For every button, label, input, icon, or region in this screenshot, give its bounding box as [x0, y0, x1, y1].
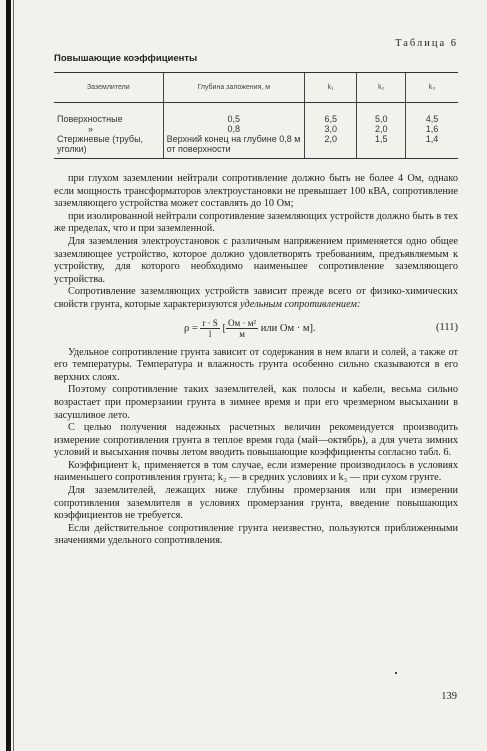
formula-rest: или Ом · м]. — [260, 322, 316, 334]
paragraph: С целью получения надежных расчетных величин рекомендуется производить измерение сопротивления грунта в теплое время года (май—октябрь), а для учета зимних условий и высыхания почвы летом вводить повышающие коэффициенты согласно табл. 6. — [54, 422, 458, 459]
formula-expression: ρ = $\frac{r \cdot S}{l}$ [ $\frac{\text{Ом · м²}}{м}$ или Ом · м]. — [184, 317, 316, 339]
formula-fraction — [200, 318, 220, 339]
table-row — [54, 103, 458, 125]
paragraph — [54, 286, 458, 311]
formula-numerator: r · S — [202, 317, 218, 328]
row-k2: 1,5 — [357, 134, 405, 159]
paragraph-text: Сопротивление заземляющих устройств зависит прежде всего от физико-химических свойств грунта, которые характеризуются — [54, 286, 458, 310]
formula-units-denominator: м — [239, 328, 245, 339]
header-k3: k₃ — [405, 73, 458, 103]
row-depth: Верхний конец на глубине 0,8 м от поверхности — [163, 134, 304, 159]
emphasis-text: удельным сопротивлением: — [239, 298, 361, 310]
page-number: 139 — [441, 691, 457, 702]
table-header-row — [54, 73, 458, 103]
paragraph: Для заземления электроустановок с различным напряжением применяется одно общее заземляющее устройство, которое должно удовлетворять требованиям, предъявляемым к устройству, для которого необходимо наименьшее сопротивление заземляющего устройства. — [54, 235, 458, 285]
row-k2: 5,0 — [357, 103, 405, 125]
book-page — [54, 38, 458, 548]
formula-111 — [54, 318, 458, 339]
row-k1: 2,0 — [304, 134, 357, 159]
paragraph: Если действительное сопротивление грунта неизвестно, пользуются приближенными значениями удельного сопротивления. — [54, 522, 458, 547]
book-binding-shadow — [13, 0, 14, 751]
formula-number: (111) — [436, 321, 458, 333]
header-depth: Глубина заложения, м — [163, 73, 304, 103]
print-speck — [395, 672, 397, 674]
row-k1: 3,0 — [304, 124, 357, 134]
book-binding-edge — [6, 0, 11, 751]
header-k2: k₂ — [357, 73, 405, 103]
table-row — [54, 124, 458, 134]
table-row — [54, 134, 458, 159]
header-k1: k₁ — [304, 73, 357, 103]
paragraph: Коэффициент k₁ применяется в том случае, если измерение производилось в условиях наименьшего сопротивления грунта; k₂ — в средних условиях и k₃ — при сухом грунте. — [54, 459, 458, 484]
row-k3: 1,6 — [405, 124, 458, 134]
paragraph: Поэтому сопротивление таких заземлителей, как полосы и кабели, весьма сильно возрастает при промерзании грунта в зимнее время и при его чрезмерном высыхании в засушливое лето. — [54, 384, 458, 421]
row-k3: 4,5 — [405, 103, 458, 125]
formula-lhs: ρ = — [184, 322, 198, 334]
row-name: Стержневые (трубы, уголки) — [54, 134, 163, 159]
formula-denominator: l — [208, 328, 212, 339]
row-depth: 0,8 — [163, 124, 304, 134]
formula-units-fraction — [226, 318, 258, 339]
paragraph: Удельное сопротивление грунта зависит от содержания в нем влаги и солей, а также от его температуры. Температура и влажность грунта особенно сильно сказываются в его верхних слоях. — [54, 346, 458, 383]
coefficients-table — [54, 72, 458, 159]
paragraph: при изолированной нейтрали сопротивление заземляющих устройств должно быть в тех же пределах, что и при заземленной. — [54, 210, 458, 235]
formula-units-numerator: Ом · м² — [228, 317, 257, 328]
row-depth: 0,5 — [163, 103, 304, 125]
row-name: » — [88, 124, 94, 134]
table-caption: Таблица 6 — [395, 38, 458, 49]
header-earthing: Заземлители — [54, 73, 163, 103]
paragraph: при глухом заземлении нейтрали сопротивление должно быть не более 4 Ом, однако если мощность трансформаторов электроустановки не превышает 100 кВА, сопротивление заземляющего устройства может составлять до 10 Ом; — [54, 173, 458, 210]
table-title: Повышающие коэффициенты — [54, 53, 198, 64]
row-k3: 1,4 — [405, 134, 458, 159]
row-k2: 2,0 — [357, 124, 405, 134]
row-k1: 6,5 — [304, 103, 357, 125]
row-name: Поверхностные — [57, 114, 123, 124]
body-text — [54, 173, 458, 548]
paragraph: Для заземлителей, лежащих ниже глубины промерзания или при измерении сопротивления заземлителя в условиях промерзания грунта, введение повышающих коэффициентов не требуется. — [54, 485, 458, 522]
